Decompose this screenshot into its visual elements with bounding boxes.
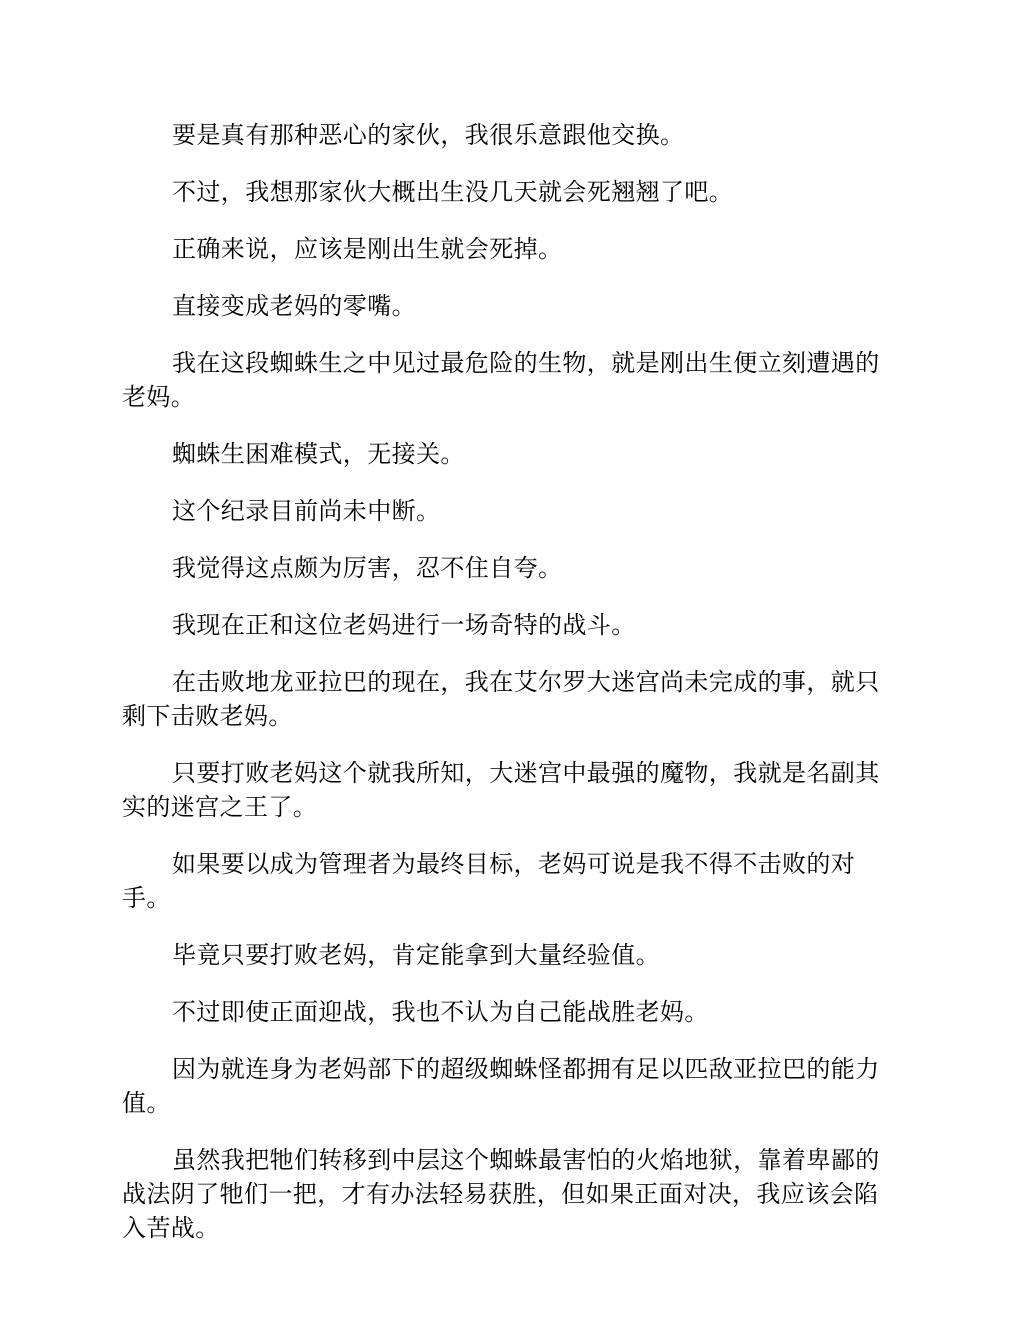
body-text: [122, 118, 898, 1268]
paragraph: 因为就连身为老妈部下的超级蜘蛛怪都拥有足以匹敌亚拉巴的能力值。: [122, 1055, 880, 1117]
paragraph: 如果要以成为管理者为最终目标，老妈可说是我不得不击败的对手。: [122, 850, 856, 912]
paragraph: 我在这段蜘蛛生之中见过最危险的生物，就是刚出生便立刻遭遇的老妈。: [122, 349, 880, 411]
paragraph: 直接变成老妈的零嘴。: [172, 292, 416, 320]
paragraph: 要是真有那种恶心的家伙，我很乐意跟他交换。: [172, 121, 685, 149]
paragraph: 正确来说，应该是刚出生就会死掉。: [172, 235, 563, 263]
paragraph: 蜘蛛生困难模式，无接关。: [172, 440, 465, 468]
paragraph: 不过即使正面迎战，我也不认为自己能战胜老妈。: [172, 998, 709, 1026]
paragraph: 只要打败老妈这个就我所知，大迷宫中最强的魔物，我就是名副其实的迷宫之王了。: [122, 759, 880, 821]
paragraph: 这个纪录目前尚未中断。: [172, 497, 441, 525]
paragraph: 不过，我想那家伙大概出生没几天就会死翘翘了吧。: [172, 178, 734, 206]
paragraph: 毕竟只要打败老妈，肯定能拿到大量经验值。: [172, 941, 660, 969]
paragraph: 我觉得这点颇为厉害，忍不住自夸。: [172, 554, 563, 582]
paragraph: 在击败地龙亚拉巴的现在，我在艾尔罗大迷宫尚未完成的事，就只剩下击败老妈。: [122, 668, 880, 730]
paragraph: 我现在正和这位老妈进行一场奇特的战斗。: [172, 611, 636, 639]
paragraph: 虽然我把牠们转移到中层这个蜘蛛最害怕的火焰地狱，靠着卑鄙的战法阴了牠们一把，才有办法轻易获胜，但如果正面对决，我应该会陷入苦战。: [122, 1146, 880, 1242]
